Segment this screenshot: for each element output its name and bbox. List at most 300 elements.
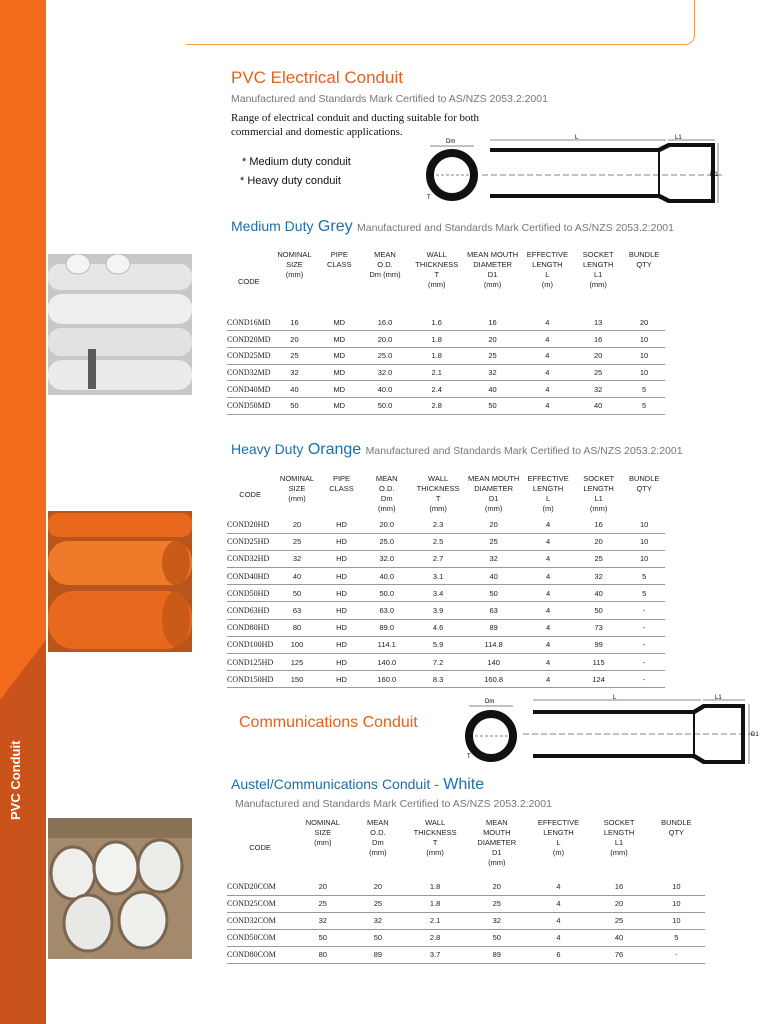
heavy-header-line: DIAMETER [474,484,513,493]
label-t: T [427,195,431,201]
austel-title: Austel/Communications Conduit - [231,776,439,792]
table-row [227,397,665,414]
table-cell: 80 [293,946,352,963]
product-code-cell: COND100HD [227,636,273,653]
comms-label-d1: D1 [751,732,759,738]
table-row [227,602,665,619]
table-cell: 5.9 [411,636,465,653]
table-cell: 20.0 [360,331,410,348]
heavy-header-line: BUNDLE [628,474,660,483]
heavy-header-line: EFFECTIVE [527,474,569,483]
table-cell: 1.8 [410,331,464,348]
table-cell: 20 [271,331,319,348]
austel-header-line: MOUTH [483,828,511,837]
heavy-section-title [231,441,683,459]
table-cell: HD [321,602,362,619]
product-code-cell: COND16MD [227,314,271,331]
table-cell: 1.8 [403,895,467,912]
heavy-header-3 [362,474,411,516]
table-cell: 4 [521,314,573,331]
table-cell: 4 [522,568,574,585]
comms-label-t: T [467,754,471,760]
table-cell: 50 [467,929,526,946]
table-cell: 76 [590,946,647,963]
table-cell: 32 [465,550,522,567]
heavy-header-line: Dm [380,494,393,503]
table-cell: 5 [623,585,665,602]
medium-header-line: O.D. [377,260,393,269]
table-cell: 20 [623,314,665,331]
table-cell: 50 [464,397,522,414]
bullet-heavy: * Heavy duty conduit [240,175,341,187]
medium-header-8 [623,250,665,314]
medium-duty-table [227,250,665,415]
table-cell: 3.9 [411,602,465,619]
table-cell: 32 [293,912,352,929]
heavy-header-line: CLASS [329,484,354,493]
table-cell: 63 [273,602,321,619]
medium-header-line: SOCKET [582,250,614,259]
bullet-medium: * Medium duty conduit [242,156,351,168]
austel-header-4 [467,818,526,878]
table-cell: 125 [273,654,321,671]
medium-section-title [231,218,674,236]
heavy-header-4 [411,474,465,516]
label-l: L [575,135,579,141]
table-cell: 40 [271,381,319,398]
table-cell: 2.1 [410,364,464,381]
austel-header-3 [403,818,467,878]
austel-header-line: DIAMETER [477,838,517,847]
austel-header-line: (mm) [610,848,628,857]
table-cell: 8.3 [411,671,465,688]
table-cell: 100 [273,636,321,653]
intro-text: Range of electrical conduit and ducting suitable for both commercial and domestic applications. [231,112,480,138]
table-cell: 40 [465,568,522,585]
table-row [227,347,665,364]
table-row [227,550,665,567]
austel-header-line: CODE [249,843,271,852]
heavy-duty-table [227,474,665,688]
table-cell: 99 [574,636,623,653]
table-cell: 4 [522,654,574,671]
table-row [227,654,665,671]
table-cell: 115 [574,654,623,671]
medium-header-line: BUNDLE [628,250,660,259]
orange-pipes-photo [48,511,192,652]
heavy-header-6 [522,474,574,516]
austel-table [227,818,705,964]
table-cell: 25.0 [362,533,411,550]
table-cell: 40 [574,585,623,602]
heavy-header-8 [623,474,665,516]
table-cell: MD [318,314,360,331]
grey-pipes-photo [48,254,192,395]
medium-header-1 [271,250,319,314]
product-code-cell: COND50HD [227,585,273,602]
table-cell: 7.2 [411,654,465,671]
austel-header-line: QTY [668,828,685,837]
table-cell: - [623,636,665,653]
table-cell: 20 [293,878,352,895]
table-cell: 160.0 [362,671,411,688]
table-row [227,878,705,895]
comms-label-l1: L1 [715,695,722,701]
heavy-header-line: PIPE [332,474,351,483]
table-cell: 4 [522,533,574,550]
table-cell: 32 [467,912,526,929]
product-code-cell: COND32HD [227,550,273,567]
table-cell: 89.0 [362,619,411,636]
sidebar-notch [0,640,46,700]
table-row [227,381,665,398]
table-cell: HD [321,654,362,671]
table-cell: 32.0 [360,364,410,381]
medium-header-line: SIZE [286,260,303,269]
heavy-header-line: QTY [636,484,652,493]
table-cell: 4 [527,929,591,946]
austel-header-line: (m) [552,848,565,857]
table-cell: - [648,946,705,963]
heavy-header-line: SOCKET [583,474,615,483]
medium-subtitle: Manufactured and Standards Mark Certified to AS/NZS 2053.2:2001 [357,222,674,234]
austel-header-line: NOMINAL [305,818,340,827]
table-cell: 16 [464,314,522,331]
communications-diagram [455,694,768,766]
table-row [227,516,665,533]
table-cell: HD [321,550,362,567]
medium-title-color: Grey [317,218,353,235]
table-cell: 2.8 [410,397,464,414]
heavy-header-line: (mm) [288,494,306,503]
heavy-header-line: O.D. [379,484,395,493]
austel-header-line: O.D. [370,828,386,837]
austel-header-line: (mm) [314,838,332,847]
medium-header-line: (mm) [428,280,446,289]
table-row [227,671,665,688]
table-cell: 40 [464,381,522,398]
medium-header-0 [227,250,271,314]
table-row [227,331,665,348]
table-cell: 10 [648,912,705,929]
table-cell: HD [321,636,362,653]
table-cell: 40 [573,397,623,414]
medium-header-line: CLASS [326,260,352,269]
table-cell: 25 [574,550,623,567]
comms-label-dm: Dm [485,699,495,705]
table-cell: 1.8 [403,878,467,895]
table-cell: 10 [623,550,665,567]
table-cell: 73 [574,619,623,636]
medium-header-7 [573,250,623,314]
table-cell: 20 [573,347,623,364]
table-row [227,636,665,653]
table-cell: 2.5 [411,533,465,550]
medium-header-line: WALL [426,250,447,259]
medium-header-line: (mm) [589,280,607,289]
austel-header-line: Dm [372,838,384,847]
table-cell: 2.4 [410,381,464,398]
table-cell: 40 [273,568,321,585]
heavy-header-7 [574,474,623,516]
table-cell: 2.1 [403,912,467,929]
medium-header-line: PIPE [330,250,348,259]
heavy-header-line: (mm) [429,504,447,513]
table-cell: 50 [273,585,321,602]
table-cell: 32 [573,381,623,398]
austel-header-2 [353,818,404,878]
product-code-cell: COND50COM [227,929,293,946]
table-cell: 4 [522,636,574,653]
table-cell: 50 [293,929,352,946]
product-code-cell: COND150HD [227,671,273,688]
table-cell: MD [318,364,360,381]
table-cell: 3.4 [411,585,465,602]
table-cell: HD [321,516,362,533]
table-cell: 1.8 [410,347,464,364]
table-cell: 114.8 [465,636,522,653]
table-cell: 5 [623,568,665,585]
product-code-cell: COND32MD [227,364,271,381]
table-cell: 3.7 [403,946,467,963]
table-row [227,929,705,946]
product-code-cell: COND80COM [227,946,293,963]
table-row [227,619,665,636]
heavy-header-line: (mm) [378,504,396,513]
table-cell: 50 [271,397,319,414]
table-cell: 40.0 [362,568,411,585]
heavy-header-line: L [546,494,551,503]
table-cell: 10 [623,533,665,550]
table-cell: 10 [623,331,665,348]
medium-header-line: LENGTH [582,260,614,269]
medium-header-3 [360,250,410,314]
medium-header-line: L [545,270,550,279]
table-cell: 140.0 [362,654,411,671]
austel-header-0 [227,818,293,878]
table-cell: 4 [522,619,574,636]
header-frame-line [186,0,695,45]
table-cell: 4 [521,331,573,348]
product-code-cell: COND25HD [227,533,273,550]
heavy-header-line: THICKNESS [416,484,460,493]
table-cell: 4 [521,364,573,381]
table-row [227,533,665,550]
medium-header-line: NOMINAL [277,250,312,259]
table-cell: 13 [573,314,623,331]
table-cell: 4 [521,397,573,414]
austel-header-line: (mm) [369,848,387,857]
heavy-header-line: T [435,494,441,503]
table-cell: - [623,654,665,671]
table-cell: 25 [271,347,319,364]
table-row [227,314,665,331]
austel-header-6 [590,818,647,878]
austel-header-line: MEAN [485,818,508,827]
medium-title: Medium Duty [231,218,314,234]
table-cell: 40.0 [360,381,410,398]
medium-header-4 [410,250,464,314]
table-row [227,364,665,381]
austel-header-line: T [432,838,438,847]
table-cell: 25 [293,895,352,912]
table-cell: 20 [464,331,522,348]
heavy-title-color: Orange [307,441,362,458]
medium-header-line: T [434,270,440,279]
table-cell: 25 [353,895,404,912]
table-cell: 25 [590,912,647,929]
heavy-header-1 [273,474,321,516]
table-cell: HD [321,568,362,585]
medium-header-line: D1 [487,270,498,279]
table-cell: 16 [574,516,623,533]
table-row [227,946,705,963]
table-cell: 32 [273,550,321,567]
product-code-cell: COND32COM [227,912,293,929]
table-cell: 32 [574,568,623,585]
austel-subtitle: Manufactured and Standards Mark Certified to AS/NZS 2053.2:2001 [235,798,552,810]
table-cell: 32.0 [362,550,411,567]
page-subtitle: Manufactured and Standards Mark Certified to AS/NZS 2053.2:2001 [231,93,548,105]
heavy-title: Heavy Duty [231,441,304,457]
austel-header-line: SOCKET [603,818,635,827]
table-row [227,895,705,912]
table-row [227,912,705,929]
table-cell: - [623,671,665,688]
table-cell: 25 [273,533,321,550]
heavy-header-line: CODE [239,490,261,499]
table-cell: 2.8 [403,929,467,946]
table-cell: 4.6 [411,619,465,636]
label-d1: D1 [710,172,718,178]
table-cell: HD [321,585,362,602]
table-cell: 4 [527,878,591,895]
table-cell: HD [321,671,362,688]
table-cell: HD [321,533,362,550]
product-code-cell: COND40HD [227,568,273,585]
heavy-header-line: D1 [488,494,499,503]
page-title: PVC Electrical Conduit [231,68,403,87]
medium-header-line: CODE [237,277,260,286]
austel-header-line: LENGTH [543,828,574,837]
heavy-header-line: (mm) [589,504,608,513]
heavy-subtitle: Manufactured and Standards Mark Certified to AS/NZS 2053.2:2001 [365,445,683,457]
table-cell: 4 [521,381,573,398]
table-cell: MD [318,397,360,414]
conduit-diagram [410,132,730,208]
product-code-cell: COND80HD [227,619,273,636]
label-l1: L1 [675,135,682,141]
table-cell: 5 [623,397,665,414]
table-cell: 160.8 [465,671,522,688]
table-cell: 20 [353,878,404,895]
austel-header-7 [648,818,705,878]
table-cell: 50 [353,929,404,946]
table-cell: 32 [353,912,404,929]
heavy-header-line: MEAN [375,474,398,483]
austel-header-line: (mm) [488,858,506,867]
medium-header-line: EFFECTIVE [526,250,569,259]
table-cell: 32 [271,364,319,381]
austel-header-1 [293,818,352,878]
table-cell: 80 [273,619,321,636]
table-cell: 16.0 [360,314,410,331]
medium-header-2 [318,250,360,314]
white-pipes-photo [48,818,192,959]
table-cell: MD [318,381,360,398]
table-cell: 4 [521,347,573,364]
medium-header-6 [521,250,573,314]
table-cell: 16 [271,314,319,331]
table-cell: 89 [353,946,404,963]
heavy-header-line: WALL [428,474,449,483]
table-cell: 16 [573,331,623,348]
table-cell: 25 [464,347,522,364]
product-code-cell: COND25MD [227,347,271,364]
table-cell: 10 [648,895,705,912]
table-cell: 6 [527,946,591,963]
austel-header-line: THICKNESS [413,828,457,837]
medium-header-line: (mm) [483,280,502,289]
medium-header-line: MEAN [374,250,396,259]
medium-header-line: (m) [541,280,553,289]
austel-header-line: L1 [614,838,624,847]
heavy-header-0 [227,474,273,516]
heavy-header-5 [465,474,522,516]
austel-header-5 [527,818,591,878]
table-cell: 89 [465,619,522,636]
table-cell: 4 [522,602,574,619]
medium-header-line: L1 [594,270,603,279]
product-code-cell: COND125HD [227,654,273,671]
table-cell: 150 [273,671,321,688]
table-cell: 25 [467,895,526,912]
table-cell: 140 [465,654,522,671]
table-cell: 20 [467,878,526,895]
table-cell: 5 [648,929,705,946]
table-row [227,568,665,585]
table-cell: 1.6 [410,314,464,331]
medium-header-line: Dm (mm) [369,270,401,279]
table-cell: 10 [648,878,705,895]
heavy-header-2 [321,474,362,516]
table-cell: 63 [465,602,522,619]
table-cell: 20 [590,895,647,912]
table-cell: 63.0 [362,602,411,619]
communications-title: Communications Conduit [239,714,418,731]
table-cell: 5 [623,381,665,398]
heavy-header-line: LENGTH [532,484,564,493]
table-cell: 4 [527,912,591,929]
austel-header-line: SIZE [314,828,332,837]
austel-header-line: LENGTH [603,828,635,837]
table-cell: 10 [623,516,665,533]
heavy-header-line: NOMINAL [279,474,315,483]
sidebar-label: PVC Conduit [8,740,23,820]
austel-header-line: D1 [492,848,502,857]
heavy-header-line: (m) [542,504,554,513]
product-code-cell: COND20HD [227,516,273,533]
table-cell: 50 [574,602,623,619]
medium-header-line: DIAMETER [473,260,512,269]
austel-header-line: L [556,838,561,847]
product-code-cell: COND20COM [227,878,293,895]
table-cell: 2.7 [411,550,465,567]
table-cell: 50.0 [362,585,411,602]
medium-header-line: MEAN MOUTH [466,250,519,259]
austel-header-line: MEAN [367,818,389,827]
table-cell: 89 [467,946,526,963]
